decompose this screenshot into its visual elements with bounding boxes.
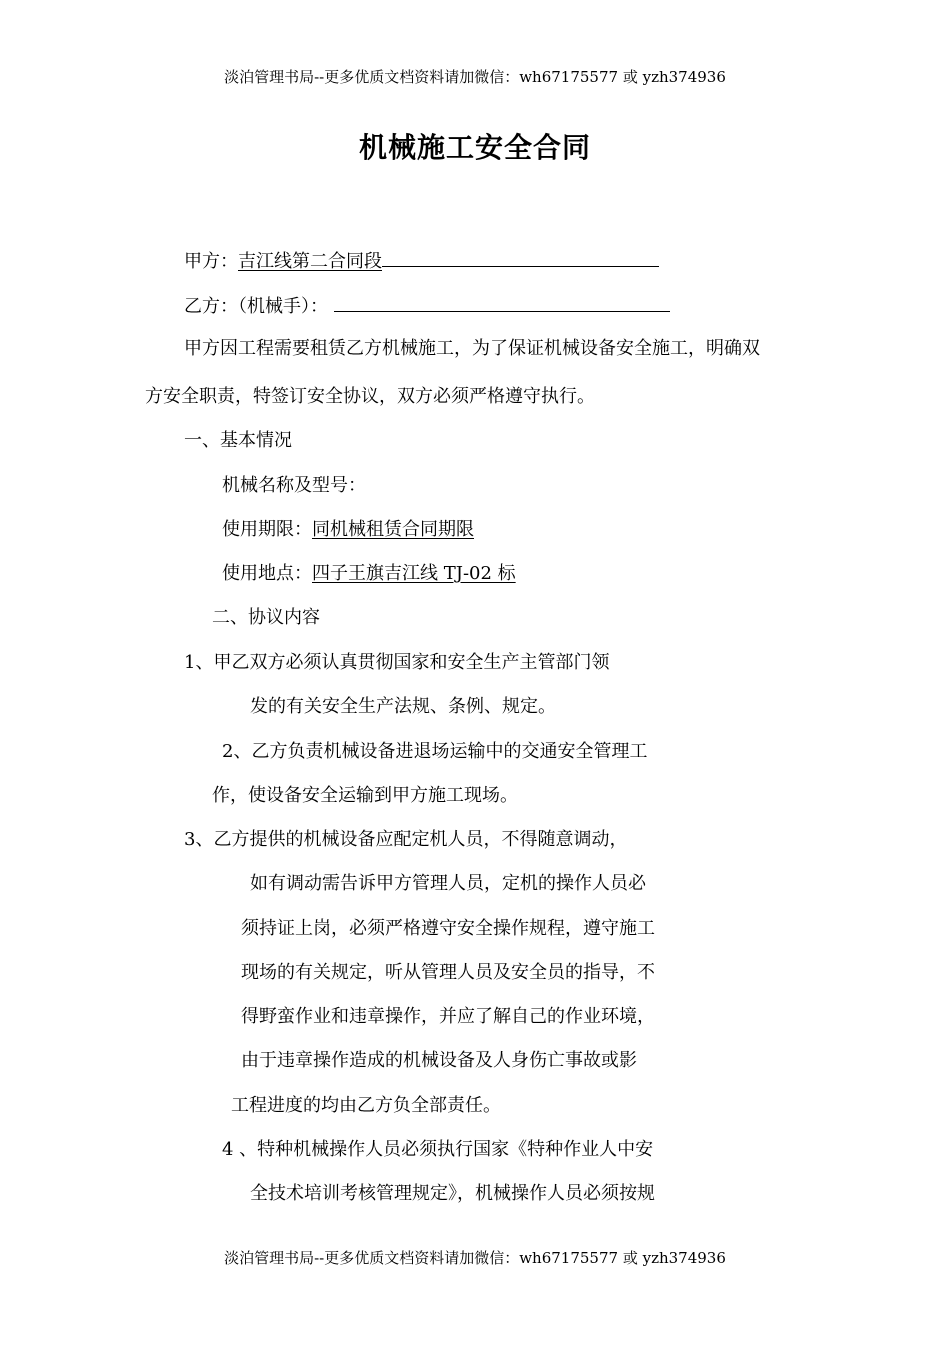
party-a-label: 甲方： <box>184 251 238 272</box>
clause-line: 发的有关安全生产法规、条例、规定。 <box>250 696 556 717</box>
clause-line: 由于违章操作造成的机械设备及人身伤亡事故或影 <box>241 1050 637 1071</box>
clause-line: 工程进度的均由乙方负全部责任。 <box>231 1095 501 1116</box>
clause-line: 1、甲乙双方必须认真贯彻国家和安全生产主管部门领 <box>184 652 610 673</box>
clause-line: 3、乙方提供的机械设备应配定机人员，不得随意调动， <box>184 829 628 850</box>
clause-line: 须持证上岗，必须严格遵守安全操作规程，遵守施工 <box>241 918 655 939</box>
party-b-line <box>184 293 670 318</box>
clause-line: 如有调动需告诉甲方管理人员，定机的操作人员必 <box>250 873 646 894</box>
machine-name-label: 机械名称及型号： <box>222 475 366 496</box>
usage-period-value: 同机械租赁合同期限 <box>312 519 474 540</box>
usage-period-line <box>222 519 474 541</box>
clause-line: 作，使设备安全运输到甲方施工现场。 <box>212 785 518 806</box>
section2-heading: 二、协议内容 <box>212 607 320 628</box>
clause-line: 全技术培训考核管理规定》，机械操作人员必须按规 <box>250 1183 655 1204</box>
section1-heading: 一、基本情况 <box>184 430 292 451</box>
clause-line: 2、乙方负责机械设备进退场运输中的交通安全管理工 <box>222 741 648 762</box>
clause-line: 得野蛮作业和违章操作，并应了解自己的作业环境， <box>241 1006 655 1027</box>
usage-location-line <box>222 563 516 585</box>
usage-location-value: 四子王旗吉江线 TJ-02 标 <box>312 563 516 584</box>
document-title: 机械施工安全合同 <box>358 131 591 164</box>
page-footer: 淡泊管理书局--更多优质文档资料请加微信：wh67175577 或 yzh374936 <box>224 1249 726 1267</box>
party-b-label: 乙方：（机械手）： <box>184 296 328 317</box>
usage-location-label: 使用地点： <box>222 563 312 584</box>
clause-line: 现场的有关规定，听从管理人员及安全员的指导，不 <box>241 962 655 983</box>
intro-line-1: 甲方因工程需要租赁乙方机械施工，为了保证机械设备安全施工，明确双 <box>184 338 760 359</box>
party-a-value: 吉江线第二合同段 <box>238 251 382 272</box>
clause-line: 4 、特种机械操作人员必须执行国家《特种作业人中安 <box>222 1139 654 1160</box>
party-a-blank <box>382 248 659 267</box>
page-header: 淡泊管理书局--更多优质文档资料请加微信：wh67175577 或 yzh374936 <box>224 68 726 86</box>
usage-period-label: 使用期限： <box>222 519 312 540</box>
party-a-line <box>184 248 659 273</box>
intro-line-2: 方安全职责，特签订安全协议，双方必须严格遵守执行。 <box>145 386 595 407</box>
party-b-blank <box>334 293 670 312</box>
